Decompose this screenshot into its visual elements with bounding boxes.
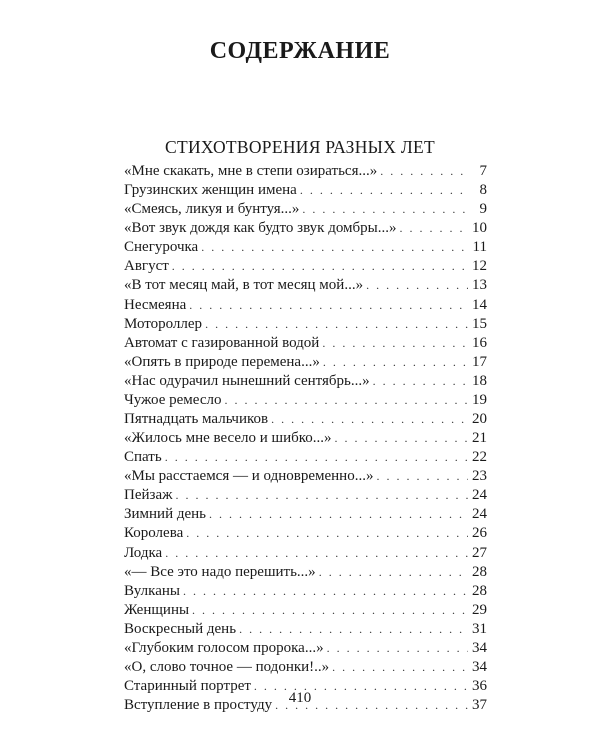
toc-entry-page: 36 [472, 678, 487, 695]
toc-entry [124, 601, 487, 620]
toc-entry-title: Лодка [124, 544, 163, 561]
toc-entry [124, 334, 487, 353]
toc-entry-page: 7 [479, 163, 487, 179]
toc-entry-title: «— Все это надо перешить...» [124, 563, 316, 580]
toc-entry [124, 563, 487, 582]
toc-entry [124, 410, 487, 429]
toc-entry-page: 13 [472, 277, 487, 294]
toc-entry-page: 19 [472, 391, 487, 408]
toc-leader-dots [172, 257, 468, 276]
toc-entry-title: Старинный портрет [124, 678, 251, 695]
toc-leader-dots [366, 276, 468, 295]
toc-entry-page: 29 [472, 601, 487, 618]
toc-entry-title: Пятнадцать мальчиков [124, 411, 269, 428]
toc-leader-dots [183, 582, 468, 601]
toc-entry-title: Август [124, 258, 169, 275]
toc-entry [124, 620, 487, 639]
toc-leader-dots [323, 353, 468, 372]
toc-leader-dots [175, 486, 468, 505]
toc-entry [124, 372, 487, 391]
toc-entry-title: Снегурочка [124, 239, 199, 256]
toc-entry [124, 582, 487, 601]
toc-entry-page: 31 [472, 620, 487, 637]
toc-entry-title: Мотороллер [124, 315, 203, 332]
toc-leader-dots [300, 181, 468, 200]
toc-entry-page: 11 [472, 239, 487, 256]
toc-entry-title: Грузинских женщин имена [124, 182, 297, 199]
toc-leader-dots [201, 238, 468, 257]
toc-entry-page: 23 [472, 468, 487, 485]
page-title: СОДЕРЖАНИЕ [209, 38, 391, 64]
toc-leader-dots [380, 162, 468, 181]
toc-entry-title: Зимний день [124, 506, 207, 523]
toc-entry-page: 12 [472, 258, 487, 275]
toc-entry [124, 486, 487, 505]
toc-entry-page: 17 [472, 353, 487, 370]
toc-entry-page: 18 [472, 372, 487, 389]
toc-entry-page: 37 [472, 697, 487, 714]
toc-entry [124, 658, 487, 677]
toc-leader-dots [332, 658, 468, 677]
toc-leader-dots [376, 467, 468, 486]
toc-entry [124, 544, 487, 563]
toc-entry-page: 21 [472, 430, 487, 447]
toc-entry-title: Женщины [124, 601, 190, 618]
toc-entry-title: Несмеяна [124, 296, 187, 313]
toc-entry-page: 28 [472, 582, 487, 599]
toc-entry [124, 162, 487, 181]
toc-entry-title: «В тот месяц май, в тот месяц мой...» [124, 277, 364, 294]
toc-leader-dots [322, 334, 468, 353]
toc-entry-title: «Смеясь, ликуя и бунтуя...» [124, 201, 300, 218]
toc-entry-page: 15 [472, 315, 487, 332]
toc-entry-page: 24 [472, 487, 487, 504]
toc-entry [124, 315, 487, 334]
toc-leader-dots [239, 620, 468, 639]
table-of-contents [124, 162, 487, 715]
toc-leader-dots [400, 219, 469, 238]
toc-entry-title: Автомат с газированной водой [124, 334, 320, 351]
toc-entry [124, 467, 487, 486]
toc-leader-dots [165, 448, 468, 467]
toc-entry-page: 28 [472, 563, 487, 580]
toc-entry [124, 429, 487, 448]
toc-entry-title: Чужое ремесло [124, 391, 222, 408]
toc-entry [124, 257, 487, 276]
toc-entry-title: «Нас одурачил нынешний сентябрь...» [124, 372, 370, 389]
toc-entry-page: 8 [479, 182, 487, 199]
toc-entry [124, 524, 487, 543]
toc-entry-title: Пейзаж [124, 487, 173, 504]
toc-leader-dots [271, 410, 468, 429]
toc-entry-title: Вступление в простуду [124, 697, 273, 714]
toc-entry-page: 34 [472, 639, 487, 656]
toc-entry [124, 448, 487, 467]
toc-entry-page: 34 [472, 659, 487, 676]
toc-entry-page: 24 [472, 506, 487, 523]
section-title: СТИХОТВОРЕНИЯ РАЗНЫХ ЛЕТ [165, 137, 435, 157]
toc-leader-dots [192, 601, 468, 620]
toc-entry-title: «О, слово точное — подонки!..» [124, 659, 330, 676]
toc-leader-dots [224, 391, 468, 410]
toc-entry [124, 391, 487, 410]
toc-entry-title: Спать [124, 449, 162, 466]
toc-entry [124, 219, 487, 238]
toc-entry [124, 296, 487, 315]
toc-entry-page: 22 [472, 449, 487, 466]
toc-leader-dots [327, 639, 468, 658]
toc-entry-title: Воскресный день [124, 620, 237, 637]
toc-leader-dots [165, 544, 468, 563]
toc-entry-title: «Мы расстаемся — и одновременно...» [124, 468, 374, 485]
toc-entry [124, 276, 487, 295]
toc-entry-title: «Жилось мне весело и шибко...» [124, 430, 332, 447]
toc-entry-title: «Опять в природе перемена...» [124, 353, 320, 370]
toc-entry-page: 14 [472, 296, 487, 313]
toc-leader-dots [302, 200, 468, 219]
toc-leader-dots [205, 315, 468, 334]
toc-entry [124, 353, 487, 372]
toc-entry-title: Королева [124, 525, 184, 542]
toc-leader-dots [373, 372, 468, 391]
toc-entry-title: «Вот звук дождя как будто звук домбры...» [124, 220, 397, 237]
toc-leader-dots [189, 296, 468, 315]
toc-entry-page: 16 [472, 334, 487, 351]
toc-entry [124, 200, 487, 219]
toc-entry-page: 10 [472, 220, 487, 237]
toc-entry [124, 238, 487, 257]
toc-entry-page: 26 [472, 525, 487, 542]
toc-leader-dots [335, 429, 468, 448]
toc-entry [124, 505, 487, 524]
toc-entry-page: 20 [472, 411, 487, 428]
toc-entry-page: 9 [479, 201, 487, 218]
toc-leader-dots [186, 524, 468, 543]
page-number: 410 [288, 690, 312, 706]
toc-entry-page: 27 [472, 544, 487, 561]
toc-entry [124, 639, 487, 658]
toc-leader-dots [209, 505, 468, 524]
toc-leader-dots [319, 563, 468, 582]
toc-entry-title: «Глубоким голосом пророка...» [124, 639, 324, 656]
toc-entry-title: «Мне скакать, мне в степи озираться...» [124, 163, 378, 179]
toc-entry-title: Вулканы [124, 582, 180, 599]
toc-entry [124, 181, 487, 200]
